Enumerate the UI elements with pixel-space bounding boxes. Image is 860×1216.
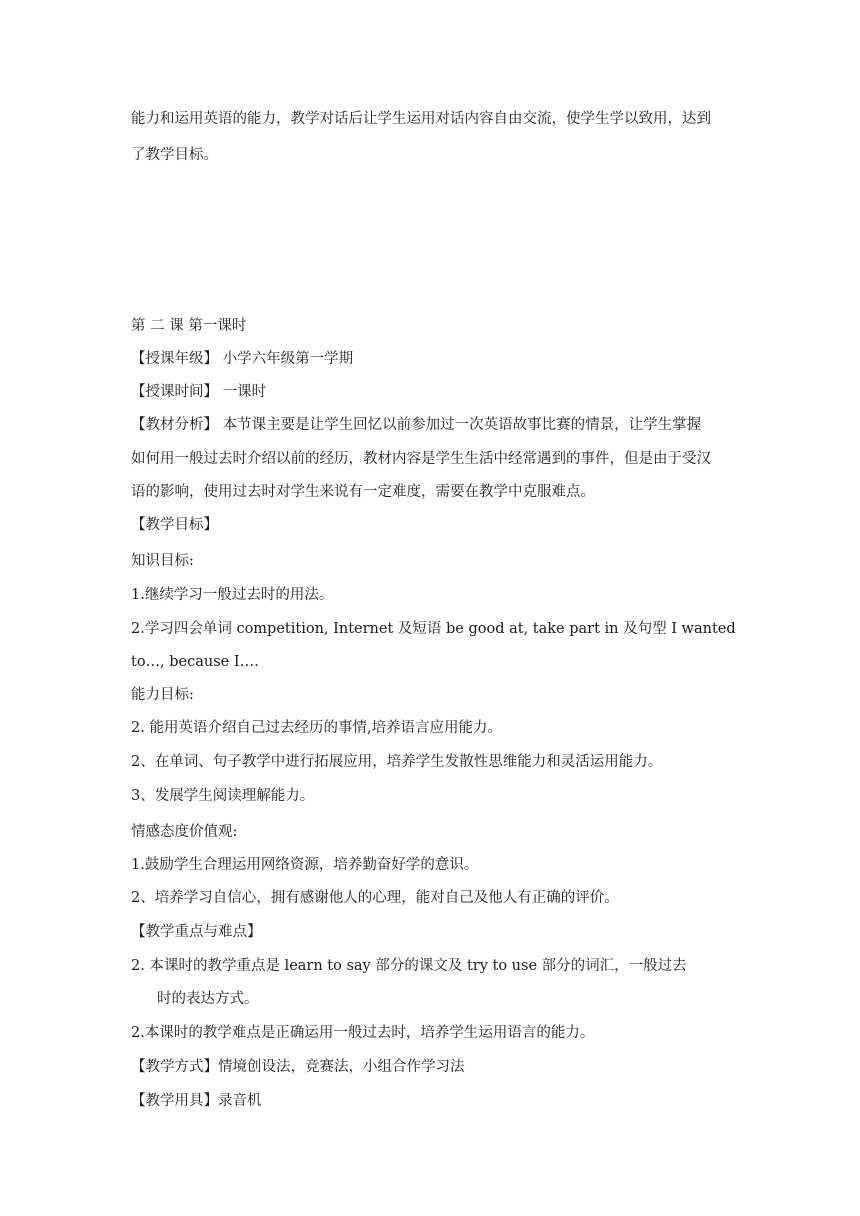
analysis-line-3: 语的影响，使用过去时对学生来说有一定难度，需要在教学中克服难点。 [131,484,595,500]
grade-line: 【授课年级】 小学六年级第一学期 [131,351,354,367]
ability-item-1: 2. 能用英语介绍自己过去经历的事情,培养语言应用能力。 [131,720,503,736]
ability-item-2: 2、在单词、句子教学中进行拓展应用，培养学生发散性思维能力和灵活运用能力。 [131,754,663,770]
emotion-item-1: 1.鼓励学生合理运用网络资源，培养勤奋好学的意识。 [131,857,479,873]
knowledge-heading: 知识目标: [131,553,194,569]
analysis-line-1: 【教材分析】 本节课主要是让学生回忆以前参加过一次英语故事比赛的情景，让学生掌握 [131,417,702,433]
knowledge-item-2a: 2.学习四会单词 competition, Internet 及短语 be good at, take part in 及句型 I wanted [131,621,736,637]
emotion-heading: 情感态度价值观: [131,824,238,840]
key-item-1a: 2. 本课时的教学重点是 learn to say 部分的课文及 try to use 部分的词汇，一般过去 [131,958,687,974]
key-heading: 【教学重点与难点】 [131,924,262,940]
lesson-heading: 第 二 课 第一课时 [131,318,247,334]
tools-line: 【教学用具】录音机 [131,1093,262,1109]
ability-heading: 能力目标: [131,687,194,703]
intro-line-2: 了教学目标。 [131,147,218,163]
analysis-line-2: 如何用一般过去时介绍以前的经历，教材内容是学生生活中经常遇到的事件，但是由于受汉 [131,451,711,467]
goals-heading: 【教学目标】 [131,517,218,533]
knowledge-item-2b: to…, because I…. [131,654,259,670]
key-item-1b: 时的表达方式。 [157,991,259,1007]
intro-line-1: 能力和运用英语的能力，教学对话后让学生运用对话内容自由交流，使学生学以致用，达到 [131,111,711,127]
ability-item-3: 3、发展学生阅读理解能力。 [131,788,315,804]
emotion-item-2: 2、培养学习自信心，拥有感谢他人的心理，能对自己及他人有正确的评价。 [131,890,619,906]
key-item-2: 2.本课时的教学难点是正确运用一般过去时，培养学生运用语言的能力。 [131,1025,595,1041]
time-line: 【授课时间】 一课时 [131,384,267,400]
knowledge-item-1: 1.继续学习一般过去时的用法。 [131,587,334,603]
method-line: 【教学方式】情境创设法，竞赛法，小组合作学习法 [131,1059,465,1075]
